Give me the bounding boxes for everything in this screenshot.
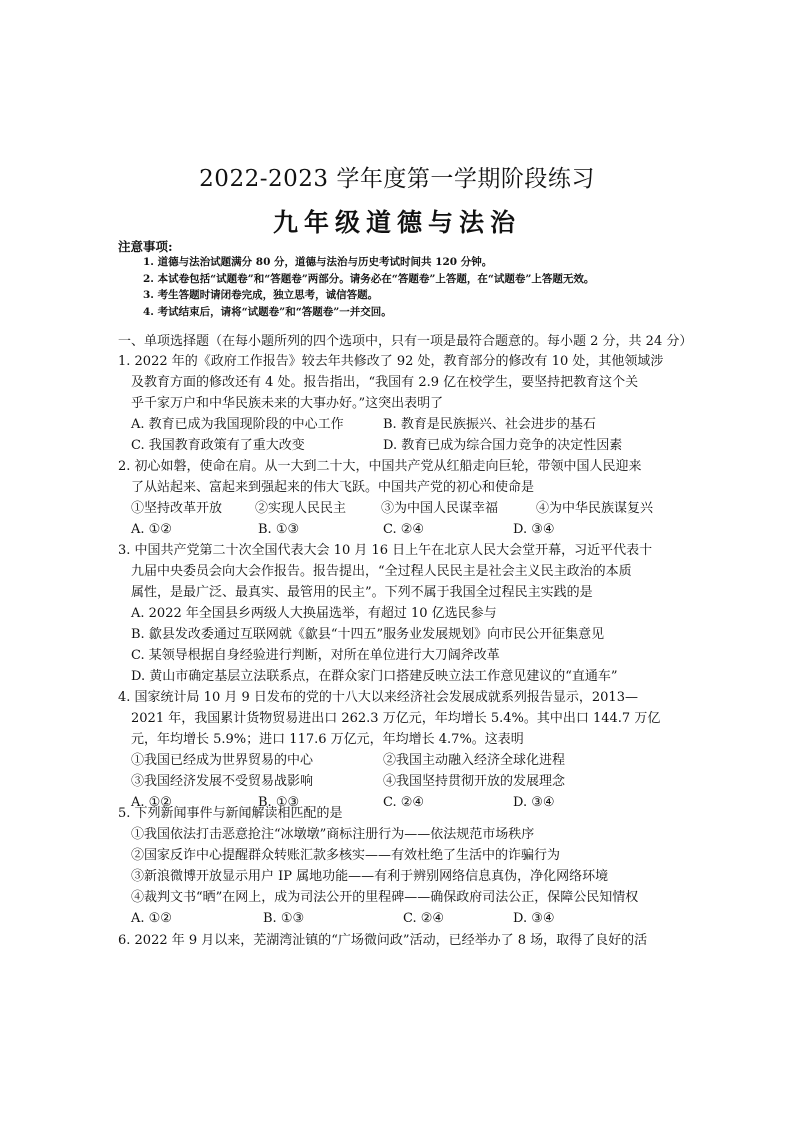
option-b: B. ①③ xyxy=(263,911,305,926)
statement-item: ④我国坚持贯彻开放的发展理念 xyxy=(383,774,566,789)
question-text: 了从站起来、富起来到强起来的伟大飞跃。中国共产党的初心和使命是 xyxy=(131,480,535,495)
option-d: D. ③④ xyxy=(513,911,555,926)
statement-item: ③为中国人民谋幸福 xyxy=(381,501,499,516)
option-row xyxy=(118,908,678,929)
note-item: 3. 考生答题时请闭卷完成，独立思考，诚信答题。 xyxy=(143,289,379,301)
option-row xyxy=(118,414,678,435)
question-2 xyxy=(118,456,678,540)
question-1 xyxy=(118,351,678,456)
exam-subject: 九年级道德与法治 xyxy=(272,208,521,237)
option-b: B. 教育是民族振兴、社会进步的基石 xyxy=(383,417,596,432)
item-row xyxy=(118,771,678,792)
statement-item: ④裁判文书“晒”在网上，成为司法公开的里程碑——确保政府司法公正，保障公民知情权 xyxy=(131,890,639,905)
option-b: B. ①③ xyxy=(258,795,300,810)
question-text: 2021 年，我国累计货物贸易进出口 262.3 万亿元，年均增长 5.4%。其中出口 144.7 万亿 xyxy=(131,711,661,726)
option-a: A. ①② xyxy=(131,522,172,537)
option-c: C. ②④ xyxy=(383,795,425,810)
statement-item: ③我国经济发展不受贸易战影响 xyxy=(131,774,314,789)
question-text: 6. 2022 年 9 月以来，芜湖湾沚镇的“广场微问政”活动，已经举办了 8 场，取得了良好的活 xyxy=(118,933,648,948)
option-a: A. 教育已成为我国现阶段的中心工作 xyxy=(131,417,344,432)
note-item: 1. 道德与法治试题满分 80 分，道德与法治与历史考试时间共 120 分钟。 xyxy=(143,256,493,268)
option-row xyxy=(118,435,678,456)
option-c: C. 我国教育政策有了重大改变 xyxy=(131,438,305,453)
statement-item: ①我国依法打击恶意抢注“冰墩墩”商标注册行为——依法规范市场秩序 xyxy=(131,827,535,842)
option-c: C. ②④ xyxy=(403,911,445,926)
item-row xyxy=(118,750,678,771)
option-d: D. 黄山市确定基层立法联系点，在群众家门口搭建反映立法工作意见建议的“直通车” xyxy=(131,669,618,684)
option-c: C. ②④ xyxy=(383,522,425,537)
option-a: A. ①② xyxy=(131,911,172,926)
option-b: B. 歙县发改委通过互联网就《歙县“十四五”服务业发展规划》向市民公开征集意见 xyxy=(131,627,605,642)
statement-item: ②国家反诈中心提醒群众转账汇款多核实——有效杜绝了生活中的诈骗行为 xyxy=(131,848,561,863)
item-row xyxy=(118,498,678,519)
option-d: D. ③④ xyxy=(513,522,555,537)
option-b: B. ①③ xyxy=(258,522,300,537)
question-text: 属性，是最广泛、最真实、最管用的民主”。下列不属于我国全过程民主实践的是 xyxy=(131,585,593,600)
question-text: 2. 初心如磐，使命在肩。从一大到二十大，中国共产党从红船走向巨轮，带领中国人民迎来 xyxy=(118,459,642,474)
question-text: 3. 中国共产党第二十次全国代表大会 10 月 16 日上午在北京人民大会堂开幕，习近平代表十 xyxy=(118,543,653,558)
question-6 xyxy=(118,930,678,951)
option-a: A. ①② xyxy=(131,795,172,810)
note-item: 2. 本试卷包括“试题卷”和“答题卷”两部分。请务必在“答题卷”上答题，在“试题卷”上答题无效。 xyxy=(143,272,595,285)
statement-item: ③新浪微博开放显示用户 IP 属地功能——有利于辨别网络信息真伪，净化网络环境 xyxy=(131,869,609,884)
notes-title: 注意事项: xyxy=(118,239,173,254)
exam-title: 2022-2023 学年度第一学期阶段练习 xyxy=(199,166,595,192)
question-text: 5. 下列新闻事件与新闻解读相匹配的是 xyxy=(118,806,343,821)
option-row xyxy=(118,519,678,540)
statement-item: ①坚持改革开放 xyxy=(131,501,223,516)
statement-item: ④为中华民族谋复兴 xyxy=(536,501,654,516)
statement-item: ①我国已经成为世界贸易的中心 xyxy=(131,753,314,768)
question-text: 1. 2022 年的《政府工作报告》较去年共修改了 92 处，教育部分的修改有 10 处，其他领域涉 xyxy=(118,354,664,369)
question-3 xyxy=(118,540,678,687)
question-4 xyxy=(118,687,678,813)
question-text: 元，年均增长 5.9%；进口 117.6 万亿元，年均增长 4.7%。这表明 xyxy=(131,732,524,747)
question-text: 及教育方面的修改还有 4 处。报告指出，“我国有 2.9 亿在校学生，要坚持把教育这个关 xyxy=(131,375,639,390)
option-d: D. ③④ xyxy=(513,795,555,810)
question-text: 乎千家万户和中华民族未来的大事办好。”这突出表明了 xyxy=(131,396,444,411)
option-c: C. 某领导根据自身经验进行判断，对所在单位进行大刀阔斧改革 xyxy=(131,648,500,663)
option-a: A. 2022 年全国县乡两级人大换届选举，有超过 10 亿选民参与 xyxy=(131,606,497,621)
question-text: 九届中央委员会向大会作报告。报告提出，“全过程人民民主是社会主义民主政治的本质 xyxy=(131,564,632,579)
option-d: D. 教育已成为综合国力竞争的决定性因素 xyxy=(383,438,623,453)
section-heading: 一、单项选择题（在每小题所列的四个选项中，只有一项是最符合题意的。每小题 2 分，共 24 分） xyxy=(118,334,693,349)
note-item: 4. 考试结束后，请将“试题卷”和“答题卷”一并交回。 xyxy=(143,305,392,318)
statement-item: ②我国主动融入经济全球化进程 xyxy=(383,753,566,768)
notes-block xyxy=(118,239,718,320)
statement-item: ②实现人民民主 xyxy=(255,501,347,516)
question-text: 4. 国家统计局 10 月 9 日发布的党的十八大以来经济社会发展成就系列报告显示，2013— xyxy=(118,690,638,705)
question-5 xyxy=(118,803,678,929)
